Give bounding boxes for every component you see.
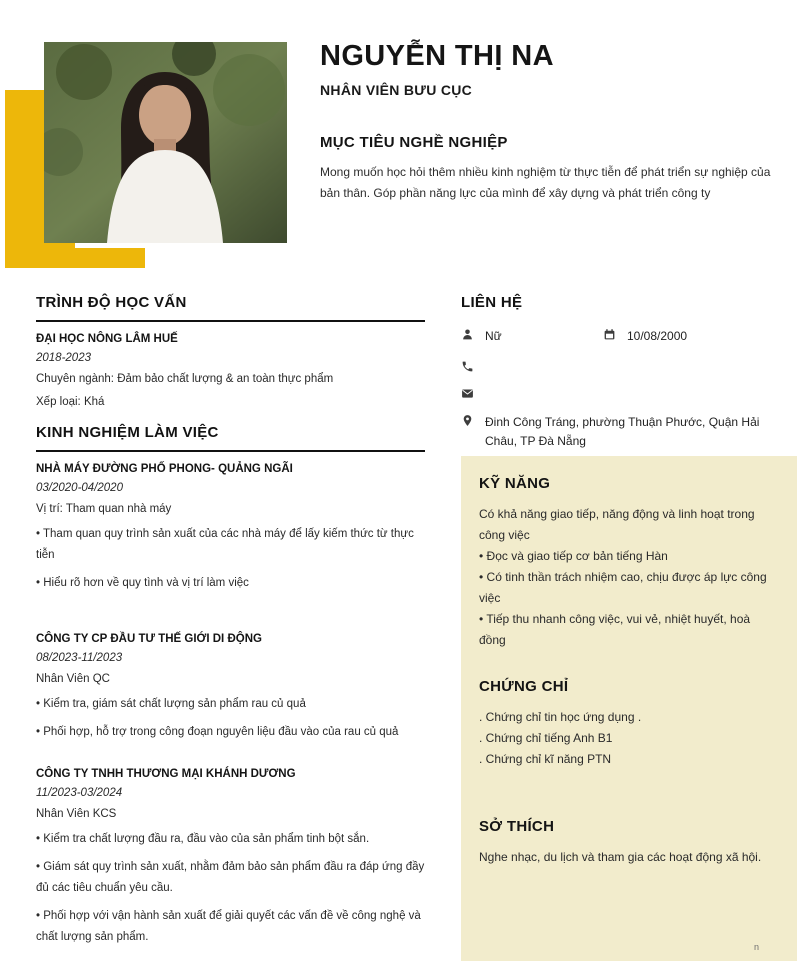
contact-row	[461, 327, 797, 346]
side-panel	[461, 456, 797, 961]
contact-row	[461, 413, 797, 451]
profile-photo-placeholder	[44, 42, 287, 243]
job-bullet: • Phối hợp với vận hành sản xuất để giải quyết các vấn đề về công nghệ và chất lượng sản phẩm.	[36, 910, 421, 943]
certificate-item: . Chứng chỉ tiếng Anh B1	[479, 731, 613, 745]
job-bullet: • Phối hợp, hỗ trợ trong công đoạn nguyên liệu đầu vào của rau củ quả	[36, 726, 399, 738]
accent-shape-horizontal	[75, 248, 145, 268]
job-entry	[36, 633, 425, 743]
job-bullet: • Kiểm tra, giám sát chất lượng sản phẩm rau củ quả	[36, 698, 306, 710]
hobbies-heading: SỞ THÍCH	[479, 818, 555, 835]
experience-heading: KINH NGHIỆM LÀM VIỆC	[36, 424, 425, 452]
skill-line: • Đọc và giao tiếp cơ bản tiếng Hàn	[479, 549, 668, 563]
hobbies-text: Nghe nhạc, du lịch và tham gia các hoạt động xã hội.	[479, 850, 762, 864]
job-role: Nhân Viên QC	[36, 673, 110, 685]
job-bullet: • Hiểu rõ hơn về quy tình và vị trí làm việc	[36, 577, 249, 589]
phone-item	[461, 359, 485, 373]
skill-line: • Tiếp thu nhanh công việc, vui vẻ, nhiệt huyết, hoà đồng	[479, 612, 751, 647]
company-name: CÔNG TY CP ĐẦU TƯ THẾ GIỚI DI ĐỘNG	[36, 633, 262, 645]
education-heading: TRÌNH ĐỘ HỌC VẤN	[36, 294, 425, 322]
left-column	[36, 294, 425, 961]
job-role: Nhân Viên KCS	[36, 808, 117, 820]
watermark-text: n	[753, 942, 759, 952]
contact-row	[461, 359, 797, 373]
certificate-item: . Chứng chỉ tin học ứng dụng .	[479, 710, 642, 724]
cv-header	[320, 40, 782, 204]
job-entry	[36, 768, 425, 948]
location-pin-icon	[461, 413, 475, 427]
phone-icon	[461, 359, 475, 373]
job-role: Vị trí: Tham quan nhà máy	[36, 503, 172, 515]
address-value: Đinh Công Tráng, phường Thuận Phước, Quận Hải Châu, TP Đà Nẵng	[485, 415, 760, 448]
education-entry	[36, 333, 425, 410]
education-period: 2018-2023	[36, 352, 91, 364]
skill-line: • Có tinh thần trách nhiệm cao, chịu được áp lực công việc	[479, 570, 767, 605]
email-item	[461, 386, 485, 400]
gender-value: Nữ	[485, 329, 502, 343]
candidate-name: NGUYỄN THỊ NA	[320, 40, 554, 72]
candidate-job-title: NHÂN VIÊN BƯU CỤC	[320, 82, 473, 98]
company-name: NHÀ MÁY ĐƯỜNG PHỐ PHONG- QUẢNG NGÃI	[36, 463, 293, 475]
certificate-item: . Chứng chỉ kĩ năng PTN	[479, 752, 612, 766]
skill-line: Có khả năng giao tiếp, năng động và linh hoạt trong công việc	[479, 507, 755, 542]
person-icon	[461, 327, 475, 341]
dob-value: 10/08/2000	[627, 329, 688, 343]
profile-photo	[44, 42, 287, 243]
calendar-icon	[603, 327, 617, 341]
contact-heading: LIÊN HỆ	[461, 294, 523, 311]
job-bullet: • Tham quan quy trình sản xuất của các nhà máy để lấy kiếm thức từ thực tiễn	[36, 528, 414, 561]
job-period: 03/2020-04/2020	[36, 482, 123, 494]
job-period: 11/2023-03/2024	[36, 787, 123, 799]
job-bullet: • Giám sát quy trình sản xuất, nhằm đảm bảo sản phẩm đầu ra đáp ứng đầy đủ các tiêu chuẩn yêu cầu.	[36, 861, 425, 894]
education-rank: Xếp loại: Khá	[36, 396, 105, 408]
objective-heading: MỤC TIÊU NGHỀ NGHIỆP	[320, 134, 508, 151]
company-name: CÔNG TY TNHH THƯƠNG MẠI KHÁNH DƯƠNG	[36, 768, 296, 780]
gender-item	[461, 327, 603, 346]
school-name: ĐẠI HỌC NÔNG LÂM HUẾ	[36, 333, 178, 345]
job-entry	[36, 463, 425, 594]
contact-row	[461, 386, 797, 400]
education-major: Chuyên ngành: Đảm bảo chất lượng & an toàn thực phẩm	[36, 373, 334, 385]
dob-item	[603, 327, 687, 346]
job-bullet: • Kiểm tra chất lượng đầu ra, đầu vào của sản phẩm tinh bột sắn.	[36, 833, 370, 845]
job-period: 08/2023-11/2023	[36, 652, 123, 664]
contact-section	[461, 294, 797, 464]
address-item	[461, 413, 775, 451]
skills-heading: KỸ NĂNG	[479, 475, 551, 492]
certificates-heading: CHỨNG CHỈ	[479, 678, 569, 695]
email-icon	[461, 386, 475, 400]
objective-text: Mong muốn học hỏi thêm nhiều kinh nghiệm từ thực tiễn để phát triển sự nghiệp của bản thân. Góp phần năng lực của mình để xây dựng và phát triển công ty	[320, 165, 771, 200]
